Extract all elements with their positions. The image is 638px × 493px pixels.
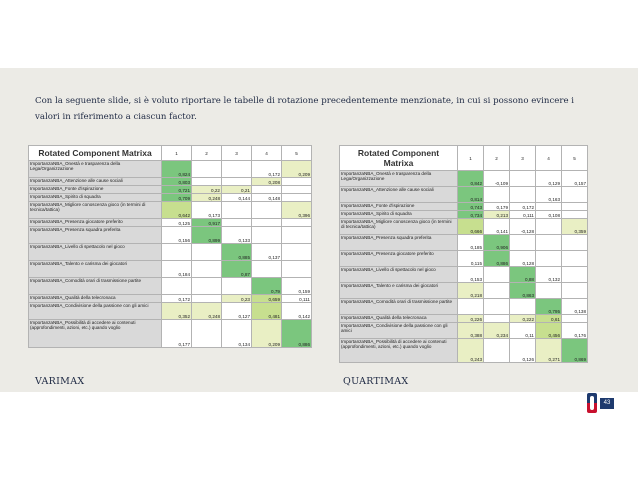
table-title: Rotated Component Matrixa: [29, 146, 162, 161]
table-title: Rotated Component Matrixa: [340, 146, 458, 171]
quartimax-caption: QUARTIMAX: [343, 376, 409, 387]
variable-label: ImportanzaNBA_Comodità orari di trasmissione partite: [29, 278, 162, 295]
loading-cell: 0,22: [192, 186, 222, 194]
variable-label: ImportanzaNBA_Qualità della telecronaca: [29, 295, 162, 303]
table-row: [29, 186, 312, 194]
variable-label: ImportanzaNBA_Presenza giocatore preferito: [340, 251, 458, 267]
table-row: [340, 315, 588, 323]
loading-cell: [562, 235, 588, 251]
variable-label: ImportanzaNBA_Presenza giocatore preferito: [29, 219, 162, 227]
varimax-table: [28, 145, 312, 348]
loading-cell: 0,906: [484, 235, 510, 251]
loading-cell: 0,271: [536, 339, 562, 363]
variable-label: ImportanzaNBA_Onestà e trasparenza della Lega/Organizzazione: [340, 171, 458, 187]
component-header: 4: [536, 146, 562, 171]
varimax-caption: VARIMAX: [35, 376, 85, 387]
component-header: 3: [510, 146, 536, 171]
variable-label: ImportanzaNBA_Attenzione alle cause sociali: [29, 178, 162, 186]
component-header: 3: [222, 146, 252, 161]
variable-label: ImportanzaNBA_Presenza squadra preferita: [29, 227, 162, 244]
loading-cell: 0,359: [562, 219, 588, 235]
loading-cell: 0,138: [562, 299, 588, 315]
loading-cell: [222, 202, 252, 219]
table-row: [29, 295, 312, 303]
variable-label: ImportanzaNBA_Spirito di squadra: [29, 194, 162, 202]
loading-cell: 0,172: [510, 203, 536, 211]
loading-cell: 0,111: [510, 211, 536, 219]
loading-cell: 0,126: [510, 339, 536, 363]
loading-cell: 0,172: [252, 161, 282, 178]
table-row: [340, 323, 588, 339]
variable-label: ImportanzaNBA_Migliore conoscenza gioco (in termini di tecnica/tattica): [340, 219, 458, 235]
loading-cell: 0,481: [252, 303, 282, 320]
loading-cell: [536, 235, 562, 251]
loading-cell: 0,172: [162, 295, 192, 303]
table-row: [340, 203, 588, 211]
loading-cell: [252, 186, 282, 194]
variable-label: ImportanzaNBA_Possibilità di accedere ai contenuti (approfondimenti, azioni, etc.) quando voglio: [340, 339, 458, 363]
variable-label: ImportanzaNBA_Condivisione della passione con gli amici: [29, 303, 162, 320]
loading-cell: 0,108: [536, 211, 562, 219]
loading-cell: 0,899: [192, 227, 222, 244]
loading-cell: [252, 202, 282, 219]
loading-cell: [510, 235, 536, 251]
table-row: [340, 211, 588, 219]
loading-cell: 0,396: [282, 202, 312, 219]
loading-cell: 0,248: [192, 303, 222, 320]
loading-cell: 0,141: [484, 219, 510, 235]
table-row: [29, 178, 312, 186]
component-header: 1: [162, 146, 192, 161]
loading-cell: 0,184: [162, 261, 192, 278]
variable-label: ImportanzaNBA_Livello di spettacolo nel gioco: [340, 267, 458, 283]
loading-cell: 0,709: [162, 194, 192, 202]
loading-cell: [484, 299, 510, 315]
table-row: [340, 299, 588, 315]
loading-cell: [536, 251, 562, 267]
loading-cell: [192, 261, 222, 278]
loading-cell: 0,721: [162, 186, 192, 194]
table-row: [340, 251, 588, 267]
table-row: [29, 219, 312, 227]
loading-cell: [252, 227, 282, 244]
loading-cell: 0,163: [536, 187, 562, 203]
loading-cell: [252, 261, 282, 278]
table-row: [340, 187, 588, 203]
loading-cell: 0,137: [252, 244, 282, 261]
loading-cell: [458, 299, 484, 315]
loading-cell: 0,23: [222, 295, 252, 303]
component-header: 2: [192, 146, 222, 161]
loading-cell: 0,125: [162, 219, 192, 227]
variable-label: ImportanzaNBA_Attenzione alle cause sociali: [340, 187, 458, 203]
loading-cell: 0,129: [536, 171, 562, 187]
loading-cell: [222, 178, 252, 186]
loading-cell: 0,87: [222, 261, 252, 278]
loading-cell: [252, 219, 282, 227]
loading-cell: [192, 295, 222, 303]
loading-cell: 0,157: [562, 171, 588, 187]
loading-cell: [484, 187, 510, 203]
table-row: [29, 278, 312, 295]
intro-text: Con la seguente slide, si è voluto riportare le tabelle di rotazione precedentemente menzionate, in cui si possono evincere i valori in riferimento a ciascun factor.: [35, 96, 575, 122]
loading-cell: 0,177: [162, 320, 192, 348]
loading-cell: [222, 161, 252, 178]
variable-label: ImportanzaNBA_Possibilità di accedere ai contenuti (approfondimenti, azioni, etc.) quando voglio: [29, 320, 162, 348]
loading-cell: [162, 278, 192, 295]
table-row: [340, 339, 588, 363]
component-header: 4: [252, 146, 282, 161]
loading-cell: 0,21: [222, 186, 252, 194]
loading-cell: [282, 194, 312, 202]
table-row: [340, 219, 588, 235]
loading-cell: [510, 171, 536, 187]
loading-cell: [536, 283, 562, 299]
loading-cell: [282, 244, 312, 261]
loading-cell: 0,226: [458, 315, 484, 323]
loading-cell: 0,173: [192, 202, 222, 219]
loading-cell: 0,642: [162, 202, 192, 219]
loading-cell: [562, 203, 588, 211]
loading-cell: 0,456: [536, 323, 562, 339]
variable-label: ImportanzaNBA_Livello di spettacolo nel gioco: [29, 244, 162, 261]
loading-cell: 0,352: [162, 303, 192, 320]
loading-cell: [282, 227, 312, 244]
loading-cell: 0,885: [222, 244, 252, 261]
loading-cell: [562, 251, 588, 267]
variable-label: ImportanzaNBA_Condivisione della passione con gli amici: [340, 323, 458, 339]
loading-cell: [282, 178, 312, 186]
nba-logo: [587, 393, 597, 413]
variable-label: ImportanzaNBA_Talento e carisma dei giocatori: [340, 283, 458, 299]
table-row: [29, 244, 312, 261]
loading-cell: [192, 320, 222, 348]
loading-cell: 0,61: [536, 315, 562, 323]
loading-cell: 0,814: [458, 187, 484, 203]
variable-label: ImportanzaNBA_Fonte d'ispirazione: [29, 186, 162, 194]
loading-cell: 0,185: [458, 235, 484, 251]
variable-label: ImportanzaNBA_Onestà e trasparenza della Lega/Organizzazione: [29, 161, 162, 178]
loading-cell: 0,159: [282, 278, 312, 295]
loading-cell: 0,734: [458, 211, 484, 219]
component-header: 5: [562, 146, 588, 171]
loading-cell: 0,666: [458, 219, 484, 235]
loading-cell: [484, 267, 510, 283]
page-number: 43: [600, 398, 614, 409]
variable-label: ImportanzaNBA_Fonte d'ispirazione: [340, 203, 458, 211]
loading-cell: [510, 299, 536, 315]
loading-cell: [562, 187, 588, 203]
loading-cell: [192, 244, 222, 261]
loading-cell: [510, 187, 536, 203]
loading-cell: [282, 219, 312, 227]
loading-cell: 0,111: [282, 295, 312, 303]
variable-label: ImportanzaNBA_Spirito di squadra: [340, 211, 458, 219]
loading-cell: 0,213: [484, 211, 510, 219]
loading-cell: 0,88: [510, 267, 536, 283]
loading-cell: 0,218: [458, 283, 484, 299]
table-row: [29, 202, 312, 219]
loading-cell: [222, 278, 252, 295]
variable-label: ImportanzaNBA_Qualità della telecronaca: [340, 315, 458, 323]
loading-cell: -0,109: [484, 171, 510, 187]
table-row: [29, 261, 312, 278]
loading-cell: 0,388: [458, 323, 484, 339]
loading-cell: 0,869: [562, 339, 588, 363]
loading-cell: 0,886: [282, 320, 312, 348]
variable-label: ImportanzaNBA_Migliore conoscenza gioco (in termini di tecnica/tattica): [29, 202, 162, 219]
loading-cell: 0,148: [252, 194, 282, 202]
loading-cell: 0,842: [458, 171, 484, 187]
table-row: [29, 227, 312, 244]
loading-cell: 0,795: [536, 299, 562, 315]
loading-cell: 0,209: [252, 320, 282, 348]
loading-cell: 0,176: [562, 323, 588, 339]
loading-cell: 0,248: [192, 194, 222, 202]
loading-cell: [162, 244, 192, 261]
loading-cell: 0,132: [536, 267, 562, 283]
loading-cell: [282, 261, 312, 278]
loading-cell: [562, 267, 588, 283]
loading-cell: 0,208: [252, 178, 282, 186]
loading-cell: 0,142: [282, 303, 312, 320]
loading-cell: 0,209: [282, 161, 312, 178]
loading-cell: -0,128: [510, 219, 536, 235]
loading-cell: 0,127: [222, 303, 252, 320]
loading-cell: 0,115: [458, 251, 484, 267]
loading-cell: 0,824: [162, 161, 192, 178]
table-row: [29, 303, 312, 320]
table-row: [29, 161, 312, 178]
variable-label: ImportanzaNBA_Presenza squadra preferita: [340, 235, 458, 251]
quartimax-table: [339, 145, 588, 363]
loading-cell: 0,863: [510, 283, 536, 299]
loading-cell: 0,243: [458, 339, 484, 363]
loading-cell: [562, 315, 588, 323]
loading-cell: [282, 186, 312, 194]
loading-cell: [536, 203, 562, 211]
variable-label: ImportanzaNBA_Comodità orari di trasmissione partite: [340, 299, 458, 315]
loading-cell: 0,11: [510, 323, 536, 339]
component-header: 2: [484, 146, 510, 171]
loading-cell: 0,79: [252, 278, 282, 295]
loading-cell: 0,153: [458, 267, 484, 283]
component-header: 1: [458, 146, 484, 171]
loading-cell: [484, 339, 510, 363]
table-row: [340, 171, 588, 187]
table-row: [340, 235, 588, 251]
variable-label: ImportanzaNBA_Talento e carisma dei giocatori: [29, 261, 162, 278]
loading-cell: 0,222: [510, 315, 536, 323]
component-header: 5: [282, 146, 312, 161]
loading-cell: [192, 161, 222, 178]
loading-cell: 0,179: [484, 203, 510, 211]
loading-cell: [192, 178, 222, 186]
table-row: [340, 283, 588, 299]
table-row: [340, 267, 588, 283]
loading-cell: 0,134: [222, 320, 252, 348]
loading-cell: [192, 278, 222, 295]
loading-cell: [562, 283, 588, 299]
loading-cell: [484, 283, 510, 299]
loading-cell: 0,234: [484, 323, 510, 339]
loading-cell: 0,144: [222, 194, 252, 202]
loading-cell: 0,743: [458, 203, 484, 211]
loading-cell: 0,133: [222, 227, 252, 244]
loading-cell: 0,803: [162, 178, 192, 186]
loading-cell: 0,917: [192, 219, 222, 227]
loading-cell: [222, 219, 252, 227]
loading-cell: 0,659: [252, 295, 282, 303]
loading-cell: 0,886: [484, 251, 510, 267]
loading-cell: 0,128: [510, 251, 536, 267]
table-row: [29, 320, 312, 348]
loading-cell: 0,156: [162, 227, 192, 244]
loading-cell: [562, 211, 588, 219]
loading-cell: [536, 219, 562, 235]
table-row: [29, 194, 312, 202]
loading-cell: [484, 315, 510, 323]
